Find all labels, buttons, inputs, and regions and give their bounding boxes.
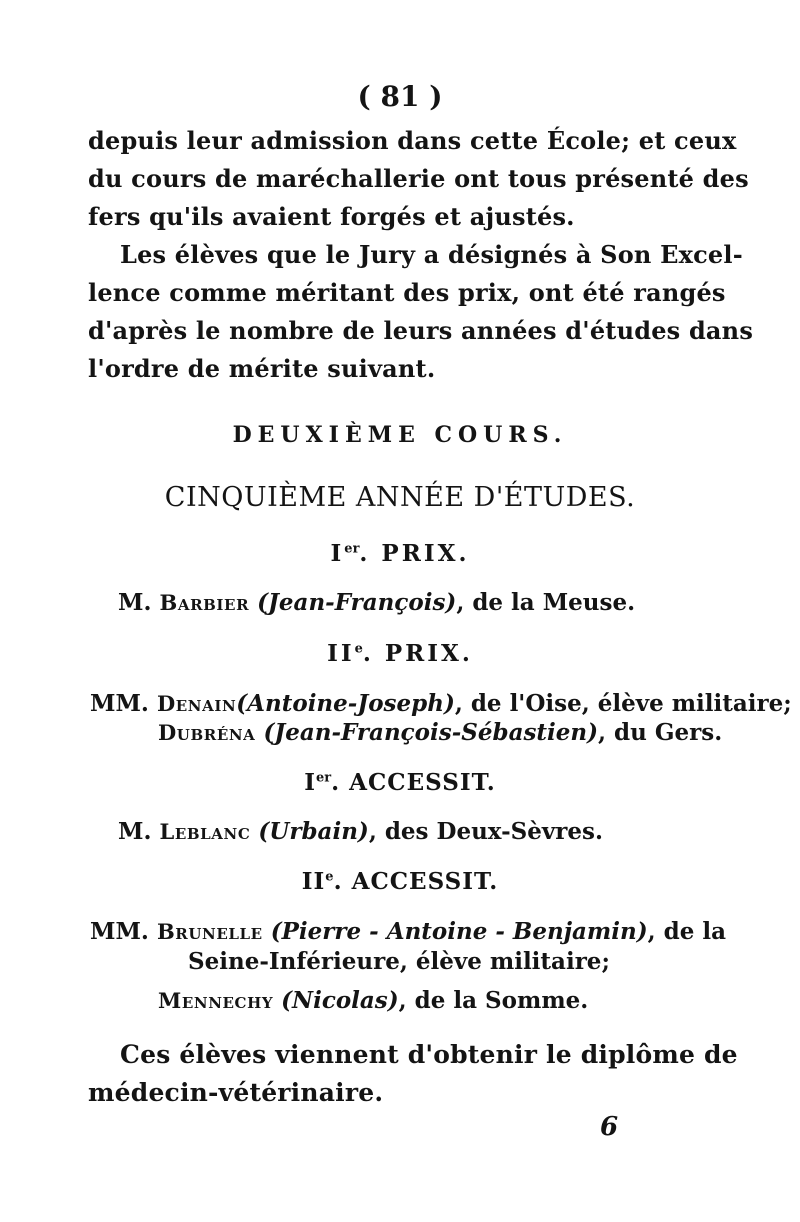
accessit-2-title: MM. [90,918,149,945]
accessit-1-title: M. [118,818,152,845]
prize-1-heading [0,540,800,567]
prize-2-surname-2: Dubréna [158,720,256,745]
prize-2-place-1: , de l'Oise, élève militaire; [454,690,792,717]
accessit-1-surname: Leblanc [159,819,251,844]
accessit-2-place-2: , de la Somme. [398,987,589,1014]
prize-2-heading-rest: . PRIX. [362,640,473,667]
accessit-2-surname-2: Mennechy [158,988,274,1013]
paragraph-1-line-2: du cours de maréchallerie ont tous présenté des [88,164,749,193]
prize-1-title: M. [118,589,152,616]
accessit-1-place: , des Deux-Sèvres. [368,818,603,845]
prize-2-winner-2 [158,719,722,746]
prize-1-heading-main: I [330,540,345,567]
prize-1-given-names: (Jean-François) [257,589,457,616]
paragraph-2-line-1: Les élèves que le Jury a désignés à Son Excel- [120,240,743,269]
accessit-2-heading-sup: e [325,869,334,885]
accessit-2-place-1a: , de la [647,918,727,945]
paragraph-1-line-3: fers qu'ils avaient forgés et ajustés. [88,202,575,231]
accessit-2-winner-1 [90,918,726,945]
prize-2-winner-1 [90,690,792,717]
accessit-2-surname-1: Brunelle [156,919,263,944]
paragraph-2-line-4: l'ordre de mérite suivant. [88,354,436,383]
accessit-2-heading-rest: . ACCESSIT. [333,868,499,895]
prize-1-heading-sup: er [344,541,360,557]
accessit-1-heading-rest: . ACCESSIT. [331,769,496,796]
closing-line-2: médecin-vétérinaire. [88,1078,384,1107]
accessit-2-given-names-1: (Pierre - Antoine - Benjamin) [270,918,648,945]
prize-2-heading-sup: e [354,641,363,657]
prize-1-heading-rest: . PRIX. [359,540,470,567]
prize-2-heading-main: II [327,640,355,667]
accessit-1-winner [118,818,603,845]
accessit-2-winner-2 [158,987,588,1014]
paragraph-1-line-1: depuis leur admission dans cette École; et ceux [88,126,737,155]
prize-1-place: , de la Meuse. [456,589,636,616]
prize-1-winner [118,589,635,616]
paragraph-2-line-3: d'après le nombre de leurs années d'études dans [88,316,754,345]
accessit-2-heading-main: II [301,868,326,895]
accessit-1-heading [0,769,800,796]
accessit-2-winner-1-cont: Seine-Inférieure, élève militaire; [188,948,610,975]
accessit-1-heading-sup: er [316,770,332,786]
prize-2-given-names-2: (Jean-François-Sébastien) [263,719,599,746]
prize-2-given-names-1: (Antoine-Joseph) [236,690,455,717]
prize-2-place-2: , du Gers. [598,719,723,746]
prize-1-surname: Barbier [159,590,250,615]
page-number: ( 81 ) [357,80,443,113]
signature-mark: 6 [600,1112,619,1142]
accessit-2-heading [0,868,800,895]
closing-line-1: Ces élèves viennent d'obtenir le diplôme de [120,1040,738,1069]
prize-2-title: MM. [90,690,149,717]
prize-2-heading [0,640,800,667]
accessit-1-given-names: (Urbain) [258,818,369,845]
paragraph-2-line-2: lence comme méritant des prix, ont été rangés [88,278,726,307]
subsection-heading: CINQUIÈME ANNÉE D'ÉTUDES. [164,482,636,513]
accessit-1-heading-main: I [304,769,316,796]
prize-2-surname-1: Denain [156,691,237,716]
section-heading: DEUXIÈME COURS. [232,422,568,448]
accessit-2-given-names-2: (Nicolas) [281,987,399,1014]
